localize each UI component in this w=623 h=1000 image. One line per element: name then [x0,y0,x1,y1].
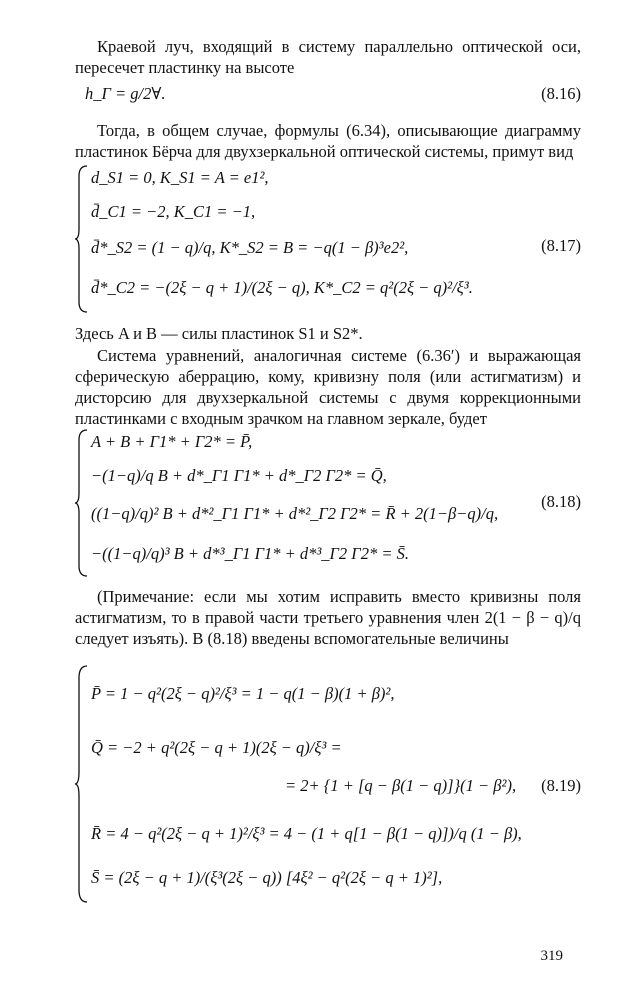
equation-8-19 [75,664,581,904]
eq-8-17-line-3: d̄*_S2 = (1 − q)/q, K*_S2 = B = −q(1 − β)³e2², [91,238,409,257]
eq-8-18-line-1: A + B + Г1* + Г2* = P̄, [91,432,253,451]
paragraph-1: Краевой луч, входящий в систему параллельно оптической оси, пересечет пластинку на высоте [75,37,581,77]
left-brace [75,164,89,314]
equation-number-8-18: (8.18) [541,492,581,511]
eq-8-19-line-1: P̄ = 1 − q²(2ξ − q)²/ξ³ = 1 − q(1 − β)(1 + β)², [91,684,395,703]
paragraph-4: Система уравнений, аналогичная системе (6.36′) и выражающая сферическую аберрацию, кому, кривизну поля (или астигматизм) и дисторсию для двухзеркальной системы с двумя коррекционными пластинками с входным зрачком на главном зеркале, будет [75,346,581,428]
eq-8-18-line-2: −(1−q)/q B + d*_Г1 Г1* + d*_Г2 Г2* = Q̄, [91,466,387,485]
equation-number-8-16: (8.16) [541,84,581,103]
page-number: 319 [540,948,563,964]
eq-8-19-line-4: R̄ = 4 − q²(2ξ − q + 1)²/ξ³ = 4 − (1 + q[1 − β(1 − q)])/q (1 − β), [91,824,522,843]
eq-8-19-line-5: S̄ = (2ξ − q + 1)/(ξ³(2ξ − q)) [4ξ² − q²(2ξ − q + 1)²], [91,868,443,887]
eq-8-18-line-3: ((1−q)/q)² B + d*²_Г1 Г1* + d*²_Г2 Г2* = R̄ + 2(1−β−q)/q, [91,504,499,523]
equation-8-18 [75,428,581,578]
equation-8-17 [75,164,581,314]
equation-8-16 [75,84,581,108]
eq-8-19-line-2: Q̄ = −2 + q²(2ξ − q + 1)(2ξ − q)/ξ³ = [91,738,342,757]
eq-8-17-line-2: d̄_C1 = −2, K_C1 = −1, [91,202,256,221]
eq-8-17-line-4: d̄*_C2 = −(2ξ − q + 1)/(2ξ − q), K*_C2 = q²(2ξ − q)²/ξ³. [91,278,473,297]
equation-number-8-19: (8.19) [541,776,581,795]
paragraph-3: Здесь A и B — силы пластинок S1 и S2*. [75,324,363,343]
paragraph-2: Тогда, в общем случае, формулы (6.34), описывающие диаграмму пластинок Бёрча для двухзеркальной оптической системы, примут вид [75,121,581,161]
eq-8-17-line-1: d_S1 = 0, K_S1 = A = e1², [91,168,269,187]
equation-8-16-body: h_Г = g/2∀. [85,84,166,103]
eq-8-18-line-4: −((1−q)/q)³ B + d*³_Г1 Г1* + d*³_Г2 Г2* = S̄. [91,544,409,563]
equation-number-8-17: (8.17) [541,236,581,255]
left-brace [75,428,89,578]
eq-8-19-line-3: = 2+ {1 + [q − β(1 − q)]}(1 − β²), [285,776,517,795]
left-brace [75,664,89,904]
paragraph-5: (Примечание: если мы хотим исправить вместо кривизны поля астигматизм, то в правой части третьего уравнения член 2(1 − β − q)/q следует изъять). В (8.18) введены вспомогательные величины [75,587,581,648]
